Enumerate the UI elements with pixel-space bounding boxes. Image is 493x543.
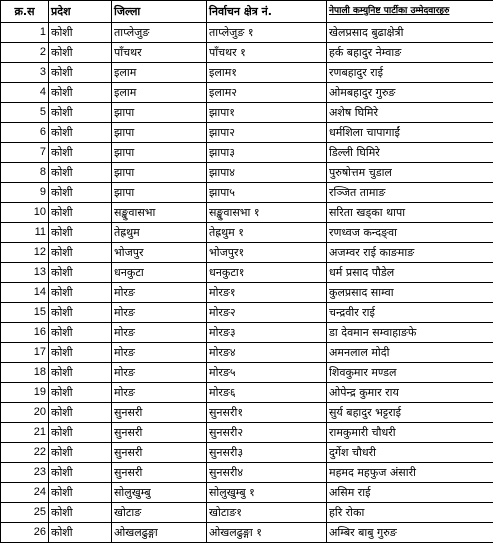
cell-candidate[interactable]: खेलप्रसाद बुढाक्षेत्री xyxy=(327,23,493,43)
cell-province[interactable]: कोशी xyxy=(49,143,112,163)
cell-constituency[interactable]: सुनसरी१ xyxy=(207,403,327,423)
cell-district[interactable]: मोरङ xyxy=(112,363,207,383)
cell-serial-number[interactable]: 9 xyxy=(1,183,49,203)
cell-district[interactable]: धनकुटा xyxy=(112,263,207,283)
cell-province[interactable]: कोशी xyxy=(49,503,112,523)
cell-constituency[interactable]: झापा४ xyxy=(207,163,327,183)
cell-district[interactable]: सुनसरी xyxy=(112,463,207,483)
cell-candidate[interactable]: रञ्जित तामाङ xyxy=(327,183,493,203)
cell-district[interactable]: झापा xyxy=(112,163,207,183)
cell-district[interactable]: मोरङ xyxy=(112,323,207,343)
cell-candidate[interactable]: धर्मशिला चापागाईं xyxy=(327,123,493,143)
cell-district[interactable]: तेह्रथुम xyxy=(112,223,207,243)
cell-constituency[interactable]: इलाम२ xyxy=(207,83,327,103)
cell-district[interactable]: खोटाङ xyxy=(112,503,207,523)
cell-candidate[interactable]: ओमबहादुर गुरुङ xyxy=(327,83,493,103)
cell-district[interactable]: सुनसरी xyxy=(112,443,207,463)
cell-candidate[interactable]: अम्बिर बाबु गुरुङ xyxy=(327,523,493,543)
table-row xyxy=(1,63,493,83)
table-row xyxy=(1,423,493,443)
cell-province[interactable]: कोशी xyxy=(49,223,112,243)
cell-district[interactable]: झापा xyxy=(112,143,207,163)
cell-district[interactable]: सोलुखुम्बु xyxy=(112,483,207,503)
table-row xyxy=(1,463,493,483)
cell-serial-number[interactable]: 5 xyxy=(1,103,49,123)
cell-serial-number[interactable]: 10 xyxy=(1,203,49,223)
cell-serial-number[interactable]: 21 xyxy=(1,423,49,443)
cell-candidate[interactable]: धर्म प्रसाद पौडेल xyxy=(327,263,493,283)
header-constituency[interactable]: निर्वाचन क्षेत्र नं. xyxy=(207,1,327,23)
cell-candidate[interactable]: डा देवमान सम्वाहाङफे xyxy=(327,323,493,343)
header-province[interactable]: प्रदेश xyxy=(49,1,112,23)
cell-serial-number[interactable]: 3 xyxy=(1,63,49,83)
cell-province[interactable]: कोशी xyxy=(49,183,112,203)
cell-district[interactable]: मोरङ xyxy=(112,283,207,303)
table-row xyxy=(1,23,493,43)
cell-candidate[interactable]: पुरुषोत्तम चुडाल xyxy=(327,163,493,183)
cell-province[interactable]: कोशी xyxy=(49,103,112,123)
cell-province[interactable]: कोशी xyxy=(49,523,112,543)
table-row xyxy=(1,203,493,223)
table-row xyxy=(1,283,493,303)
table-row xyxy=(1,123,493,143)
cell-candidate[interactable]: हर्क बहादुर नेम्वाङ xyxy=(327,43,493,63)
cell-constituency[interactable]: झापा१ xyxy=(207,103,327,123)
cell-constituency[interactable]: खोटाङ१ xyxy=(207,503,327,523)
cell-district[interactable]: ताप्लेजुङ xyxy=(112,23,207,43)
cell-constituency[interactable]: झापा२ xyxy=(207,123,327,143)
cell-constituency[interactable]: इलाम१ xyxy=(207,63,327,83)
table-row xyxy=(1,363,493,383)
cell-district[interactable]: सङ्खुवासभा xyxy=(112,203,207,223)
cell-candidate[interactable]: असिम राई xyxy=(327,483,493,503)
cell-candidate[interactable]: चन्द्रवीर राई xyxy=(327,303,493,323)
cell-district[interactable]: भोजपुर xyxy=(112,243,207,263)
table-body xyxy=(1,23,493,543)
cell-province[interactable]: कोशी xyxy=(49,263,112,283)
cell-province[interactable]: कोशी xyxy=(49,163,112,183)
cell-candidate[interactable]: डिल्ली घिमिरे xyxy=(327,143,493,163)
cell-candidate[interactable]: सुर्य बहादुर भट्टराई xyxy=(327,403,493,423)
cell-candidate[interactable]: रणध्वज कन्दङ्वा xyxy=(327,223,493,243)
cell-constituency[interactable]: मोरङ३ xyxy=(207,323,327,343)
cell-serial-number[interactable]: 12 xyxy=(1,243,49,263)
cell-constituency[interactable]: झापा५ xyxy=(207,183,327,203)
cell-province[interactable]: कोशी xyxy=(49,283,112,303)
cell-constituency[interactable]: ताप्लेजुङ १ xyxy=(207,23,327,43)
cell-constituency[interactable]: तेह्रथुम १ xyxy=(207,223,327,243)
cell-district[interactable]: सुनसरी xyxy=(112,423,207,443)
cell-serial-number[interactable]: 14 xyxy=(1,283,49,303)
cell-province[interactable]: कोशी xyxy=(49,383,112,403)
table-row xyxy=(1,243,493,263)
cell-constituency[interactable]: भोजपुर१ xyxy=(207,243,327,263)
table-row xyxy=(1,323,493,343)
table-row xyxy=(1,343,493,363)
cell-constituency[interactable]: धनकुटा१ xyxy=(207,263,327,283)
cell-serial-number[interactable]: 8 xyxy=(1,163,49,183)
cell-constituency[interactable]: सोलुखुम्बु १ xyxy=(207,483,327,503)
cell-district[interactable]: इलाम xyxy=(112,83,207,103)
cell-candidate[interactable]: शिवकुमार मण्डल xyxy=(327,363,493,383)
cell-candidate[interactable]: कुलप्रसाद साम्वा xyxy=(327,283,493,303)
table-row xyxy=(1,103,493,123)
table-row xyxy=(1,303,493,323)
table-row xyxy=(1,403,493,423)
cell-district[interactable]: मोरङ xyxy=(112,303,207,323)
cell-candidate[interactable]: रणबहादुर राई xyxy=(327,63,493,83)
cell-candidate[interactable]: सरिता खड्का थापा xyxy=(327,203,493,223)
cell-district[interactable]: सुनसरी xyxy=(112,403,207,423)
cell-constituency[interactable]: झापा३ xyxy=(207,143,327,163)
cell-serial-number[interactable]: 7 xyxy=(1,143,49,163)
cell-constituency[interactable]: सुनसरी२ xyxy=(207,423,327,443)
cell-province[interactable]: कोशी xyxy=(49,63,112,83)
cell-province[interactable]: कोशी xyxy=(49,23,112,43)
cell-serial-number[interactable]: 22 xyxy=(1,443,49,463)
cell-province[interactable]: कोशी xyxy=(49,443,112,463)
cell-serial-number[interactable]: 11 xyxy=(1,223,49,243)
cell-candidate[interactable]: अजम्वर राई काङमाङ xyxy=(327,243,493,263)
cell-province[interactable]: कोशी xyxy=(49,123,112,143)
cell-province[interactable]: कोशी xyxy=(49,343,112,363)
cell-serial-number[interactable]: 1 xyxy=(1,23,49,43)
header-candidate[interactable]: नेपाली कम्युनिष्ट पार्टीका उम्मेदवारहरु xyxy=(327,1,493,23)
cell-serial-number[interactable]: 18 xyxy=(1,363,49,383)
cell-district[interactable]: मोरङ xyxy=(112,383,207,403)
header-row xyxy=(1,1,493,23)
cell-province[interactable]: कोशी xyxy=(49,303,112,323)
cell-candidate[interactable]: दुर्गेश चौधरी xyxy=(327,443,493,463)
cell-province[interactable]: कोशी xyxy=(49,423,112,443)
cell-district[interactable]: इलाम xyxy=(112,63,207,83)
cell-district[interactable]: ओखलढुङ्गा xyxy=(112,523,207,543)
table-row xyxy=(1,523,493,543)
cell-province[interactable]: कोशी xyxy=(49,243,112,263)
cell-candidate[interactable]: अमनलाल मोदी xyxy=(327,343,493,363)
header-serial-number[interactable]: क्र.स xyxy=(1,1,49,23)
cell-serial-number[interactable]: 16 xyxy=(1,323,49,343)
cell-province[interactable]: कोशी xyxy=(49,323,112,343)
cell-serial-number[interactable]: 23 xyxy=(1,463,49,483)
cell-candidate[interactable]: रामकुमारी चौधरी xyxy=(327,423,493,443)
cell-constituency[interactable]: मोरङ५ xyxy=(207,363,327,383)
cell-province[interactable]: कोशी xyxy=(49,483,112,503)
cell-constituency[interactable]: मोरङ६ xyxy=(207,383,327,403)
cell-province[interactable]: कोशी xyxy=(49,463,112,483)
cell-province[interactable]: कोशी xyxy=(49,363,112,383)
cell-constituency[interactable]: सुनसरी४ xyxy=(207,463,327,483)
table-row xyxy=(1,43,493,63)
cell-province[interactable]: कोशी xyxy=(49,203,112,223)
table-row xyxy=(1,163,493,183)
cell-serial-number[interactable]: 20 xyxy=(1,403,49,423)
cell-province[interactable]: कोशी xyxy=(49,83,112,103)
table-row xyxy=(1,143,493,163)
cell-serial-number[interactable]: 26 xyxy=(1,523,49,543)
table-row xyxy=(1,503,493,523)
cell-serial-number[interactable]: 4 xyxy=(1,83,49,103)
table-row xyxy=(1,183,493,203)
cell-district[interactable]: पाँचथर xyxy=(112,43,207,63)
cell-serial-number[interactable]: 19 xyxy=(1,383,49,403)
cell-constituency[interactable]: मोरङ२ xyxy=(207,303,327,323)
cell-district[interactable]: झापा xyxy=(112,103,207,123)
cell-serial-number[interactable]: 24 xyxy=(1,483,49,503)
cell-candidate[interactable]: ओपेन्द्र कुमार राय xyxy=(327,383,493,403)
cell-serial-number[interactable]: 13 xyxy=(1,263,49,283)
cell-serial-number[interactable]: 25 xyxy=(1,503,49,523)
cell-constituency[interactable]: सुनसरी३ xyxy=(207,443,327,463)
cell-constituency[interactable]: मोरङ४ xyxy=(207,343,327,363)
cell-candidate[interactable]: अशेष घिमिरे xyxy=(327,103,493,123)
table-row xyxy=(1,223,493,243)
header-district[interactable]: जिल्ला xyxy=(112,1,207,23)
table-row xyxy=(1,263,493,283)
cell-constituency[interactable]: सङ्खुवासभा १ xyxy=(207,203,327,223)
cell-serial-number[interactable]: 2 xyxy=(1,43,49,63)
cell-serial-number[interactable]: 15 xyxy=(1,303,49,323)
cell-serial-number[interactable]: 6 xyxy=(1,123,49,143)
cell-candidate[interactable]: महमद महफुज अंसारी xyxy=(327,463,493,483)
table-row xyxy=(1,443,493,463)
cell-constituency[interactable]: मोरङ१ xyxy=(207,283,327,303)
cell-province[interactable]: कोशी xyxy=(49,43,112,63)
cell-serial-number[interactable]: 17 xyxy=(1,343,49,363)
cell-district[interactable]: झापा xyxy=(112,183,207,203)
cell-province[interactable]: कोशी xyxy=(49,403,112,423)
cell-constituency[interactable]: पाँचथर १ xyxy=(207,43,327,63)
cell-district[interactable]: मोरङ xyxy=(112,343,207,363)
cell-candidate[interactable]: हरि रोका xyxy=(327,503,493,523)
table-row xyxy=(1,383,493,403)
table-row xyxy=(1,483,493,503)
cell-district[interactable]: झापा xyxy=(112,123,207,143)
cell-constituency[interactable]: ओखलढुङ्गा १ xyxy=(207,523,327,543)
table-row xyxy=(1,83,493,103)
